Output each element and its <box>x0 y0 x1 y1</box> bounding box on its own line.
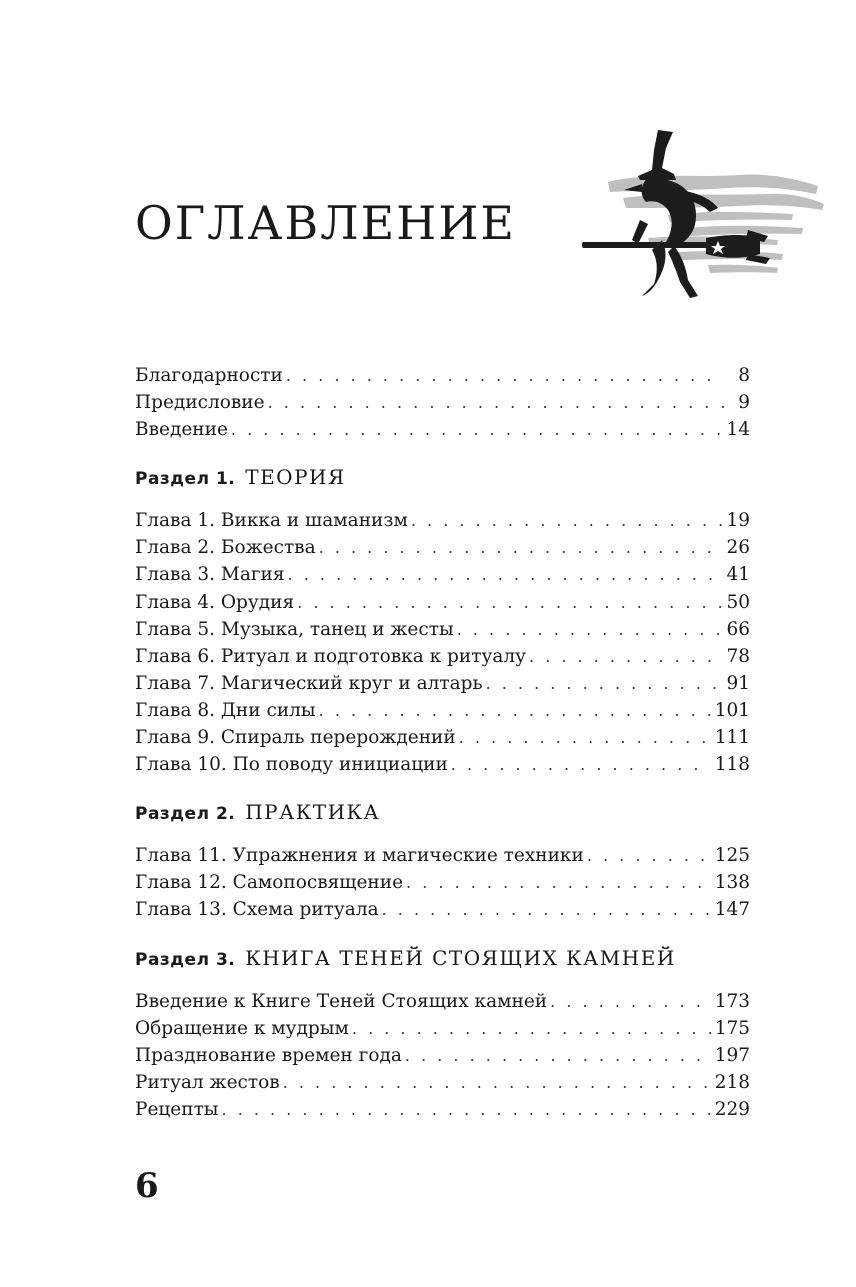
dot-leader <box>286 362 724 389</box>
toc-entry-page: 118 <box>714 754 750 776</box>
toc-entry-label: Глава 7. Магический круг и алтарь <box>135 672 483 694</box>
toc-entry[interactable] <box>135 724 750 751</box>
toc-entry[interactable] <box>135 751 750 778</box>
toc-entry-label: Введение <box>135 419 228 441</box>
toc-entry-page: 8 <box>738 365 750 386</box>
toc-entry-page: 9 <box>738 392 750 414</box>
toc-entry-page: 91 <box>726 672 750 694</box>
toc-entry-label: Глава 12. Самопосвящение <box>135 872 404 894</box>
toc-entry-page: 111 <box>714 727 750 749</box>
dot-leader <box>550 988 711 1015</box>
toc-entry[interactable] <box>135 561 750 588</box>
toc-entry[interactable] <box>135 869 750 896</box>
toc-entry[interactable] <box>135 1042 750 1069</box>
dot-leader <box>457 616 723 643</box>
toc-entry-page: 173 <box>714 990 750 1012</box>
dot-leader <box>222 1096 711 1123</box>
front-matter-list <box>135 362 750 443</box>
section-label: Раздел 1. <box>135 469 236 490</box>
dot-leader <box>529 643 722 670</box>
dot-leader <box>405 1042 711 1069</box>
dot-leader <box>352 1015 711 1042</box>
toc-entry-label: Празднование времен года <box>135 1044 402 1066</box>
section-title: ТЕОРИЯ <box>245 465 346 490</box>
toc-entry-label: Глава 3. Магия <box>135 564 285 586</box>
section-title: КНИГА ТЕНЕЙ СТОЯЩИХ КАМНЕЙ <box>245 945 676 970</box>
toc-entry-label: Глава 10. По поводу инициации <box>135 754 448 776</box>
toc-entry[interactable] <box>135 589 750 616</box>
toc-entry-label: Глава 11. Упражнения и магические техники <box>135 845 584 867</box>
toc-entry-page: 125 <box>714 845 750 867</box>
toc-entry[interactable] <box>135 416 750 443</box>
dot-leader <box>486 670 723 697</box>
page-title: ОГЛАВЛЕНИЕ <box>135 196 516 250</box>
toc-entry[interactable] <box>135 616 750 643</box>
toc-entry[interactable] <box>135 1015 750 1042</box>
toc-entry-page: 147 <box>714 899 750 921</box>
toc-entry-label: Глава 2. Божества <box>135 537 316 559</box>
toc-entry[interactable] <box>135 1096 750 1123</box>
toc-entry-page: 41 <box>726 564 750 586</box>
section-entries <box>135 988 750 1123</box>
toc-entry-page: 50 <box>726 591 750 613</box>
dot-leader <box>297 589 722 616</box>
toc-entry-page: 138 <box>714 872 750 894</box>
toc-entry-page: 26 <box>726 537 750 559</box>
toc-entry-label: Введение к Книге Теней Стоящих камней <box>135 990 548 1012</box>
section-heading <box>135 465 750 495</box>
toc-entry-label: Предисловие <box>135 392 265 414</box>
toc-entry[interactable] <box>135 988 750 1015</box>
dot-leader <box>459 724 711 751</box>
toc-entry-label: Глава 5. Музыка, танец и жесты <box>135 618 454 640</box>
dot-leader <box>288 561 723 588</box>
table-of-contents <box>135 362 750 1123</box>
toc-entry-label: Глава 1. Викка и шаманизм <box>135 510 408 532</box>
dot-leader <box>268 389 724 416</box>
toc-entry[interactable] <box>135 896 750 923</box>
toc-entry-page: 175 <box>714 1017 750 1039</box>
dot-leader <box>587 842 711 869</box>
toc-entry-page: 78 <box>726 645 750 667</box>
section-title: ПРАКТИКА <box>245 800 381 825</box>
toc-entry[interactable] <box>135 362 750 389</box>
toc-entry[interactable] <box>135 1069 750 1096</box>
toc-entry-page: 229 <box>714 1098 750 1120</box>
dot-leader <box>406 869 711 896</box>
section-entries <box>135 507 750 778</box>
toc-entry-label: Обращение к мудрым <box>135 1017 349 1039</box>
toc-entry-label: Глава 4. Орудия <box>135 591 295 613</box>
dot-leader <box>319 697 711 724</box>
witch-on-broom-icon <box>578 120 828 310</box>
toc-entry[interactable] <box>135 389 750 416</box>
toc-entry-label: Глава 13. Схема ритуала <box>135 899 379 921</box>
toc-entry-label: Глава 9. Спираль перерождений <box>135 727 456 749</box>
dot-leader <box>382 896 711 923</box>
toc-entry[interactable] <box>135 842 750 869</box>
toc-entry-page: 66 <box>726 618 750 640</box>
page-number: 6 <box>135 1166 159 1206</box>
section-entries <box>135 842 750 923</box>
toc-entry-page: 197 <box>714 1044 750 1066</box>
toc-entry-label: Глава 8. Дни силы <box>135 699 316 721</box>
section-label: Раздел 2. <box>135 804 236 825</box>
dot-leader <box>319 534 723 561</box>
section-label: Раздел 3. <box>135 949 236 970</box>
section-heading <box>135 946 750 976</box>
toc-entry[interactable] <box>135 507 750 534</box>
section-heading <box>135 800 750 830</box>
toc-entry[interactable] <box>135 697 750 724</box>
toc-entry[interactable] <box>135 534 750 561</box>
dot-leader <box>451 751 711 778</box>
toc-entry-label: Ритуал жестов <box>135 1071 280 1093</box>
toc-entry-label: Благодарности <box>135 365 283 386</box>
toc-entry-label: Глава 6. Ритуал и подготовка к ритуалу <box>135 645 527 667</box>
toc-entry-page: 218 <box>714 1071 750 1093</box>
toc-entry-page: 101 <box>714 699 750 721</box>
toc-entry[interactable] <box>135 670 750 697</box>
dot-leader <box>411 507 723 534</box>
toc-entry-label: Рецепты <box>135 1098 219 1120</box>
toc-entry-page: 19 <box>726 510 750 532</box>
toc-entry-page: 14 <box>726 419 750 441</box>
toc-entry[interactable] <box>135 643 750 670</box>
dot-leader <box>283 1069 711 1096</box>
dot-leader <box>231 416 723 443</box>
